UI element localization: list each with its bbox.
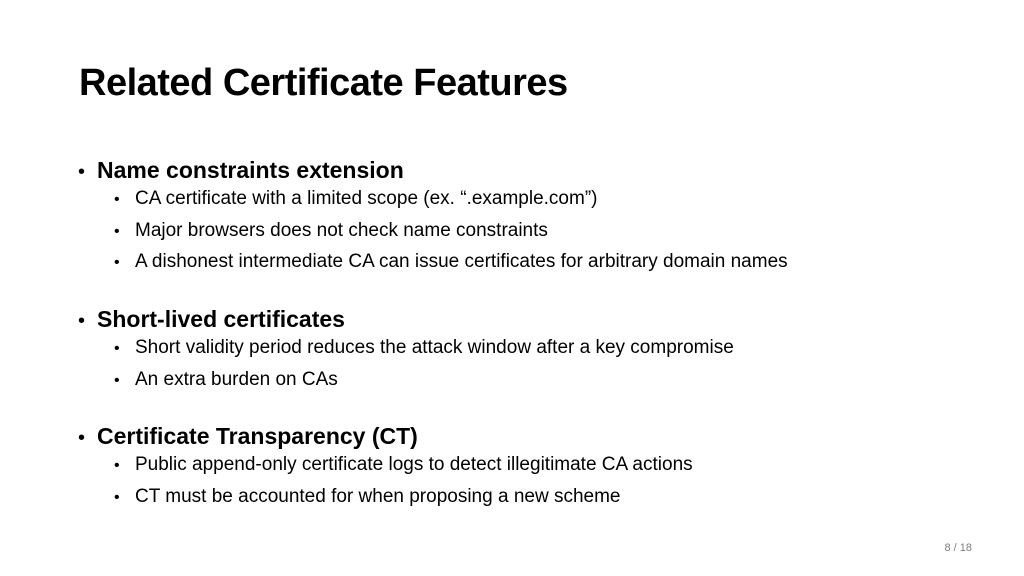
bullet-icon: • bbox=[78, 310, 86, 332]
sub-bullet-text: Short validity period reduces the attack window after a key compromise bbox=[135, 337, 734, 358]
bullet-icon: • bbox=[78, 161, 86, 183]
bullet-heading bbox=[78, 157, 788, 188]
sub-bullet bbox=[114, 337, 734, 369]
sub-bullet bbox=[114, 220, 788, 252]
sub-bullet bbox=[114, 251, 788, 283]
bullet-group-ct bbox=[78, 423, 693, 517]
bullet-heading-text: Name constraints extension bbox=[97, 157, 404, 183]
sub-bullet-icon: • bbox=[114, 340, 120, 357]
bullet-group-name-constraints bbox=[78, 157, 788, 283]
sub-bullet-text: Public append-only certificate logs to detect illegitimate CA actions bbox=[135, 454, 693, 475]
sub-bullet bbox=[114, 369, 734, 401]
bullet-icon: • bbox=[78, 427, 86, 449]
sub-bullet-text: An extra burden on CAs bbox=[135, 368, 338, 390]
sub-bullet-icon: • bbox=[114, 371, 120, 389]
sub-bullet-icon: • bbox=[114, 488, 120, 506]
bullet-heading bbox=[78, 423, 693, 454]
slide-title: Related Certificate Features bbox=[79, 62, 568, 104]
sub-bullet-icon: • bbox=[114, 191, 120, 208]
bullet-group-short-lived bbox=[78, 306, 734, 400]
sub-bullet bbox=[114, 188, 788, 220]
bullet-heading-text: Short-lived certificates bbox=[97, 306, 345, 332]
sub-bullet-text: Major browsers does not check name constraints bbox=[135, 219, 548, 241]
sub-bullet-icon: • bbox=[114, 254, 120, 271]
bullet-heading-text: Certificate Transparency (CT) bbox=[97, 423, 418, 449]
sub-bullet-text: CT must be accounted for when proposing a new scheme bbox=[135, 485, 621, 507]
sub-bullet-text: A dishonest intermediate CA can issue certificates for arbitrary domain names bbox=[135, 251, 788, 272]
sub-bullet bbox=[114, 486, 693, 518]
sub-bullet bbox=[114, 454, 693, 486]
sub-bullet-text: CA certificate with a limited scope (ex. “.example.com”) bbox=[135, 188, 598, 209]
page-number: 8 / 18 bbox=[944, 542, 972, 554]
sub-bullet-icon: • bbox=[114, 457, 120, 474]
bullet-heading bbox=[78, 306, 734, 337]
sub-bullet-icon: • bbox=[114, 222, 120, 240]
